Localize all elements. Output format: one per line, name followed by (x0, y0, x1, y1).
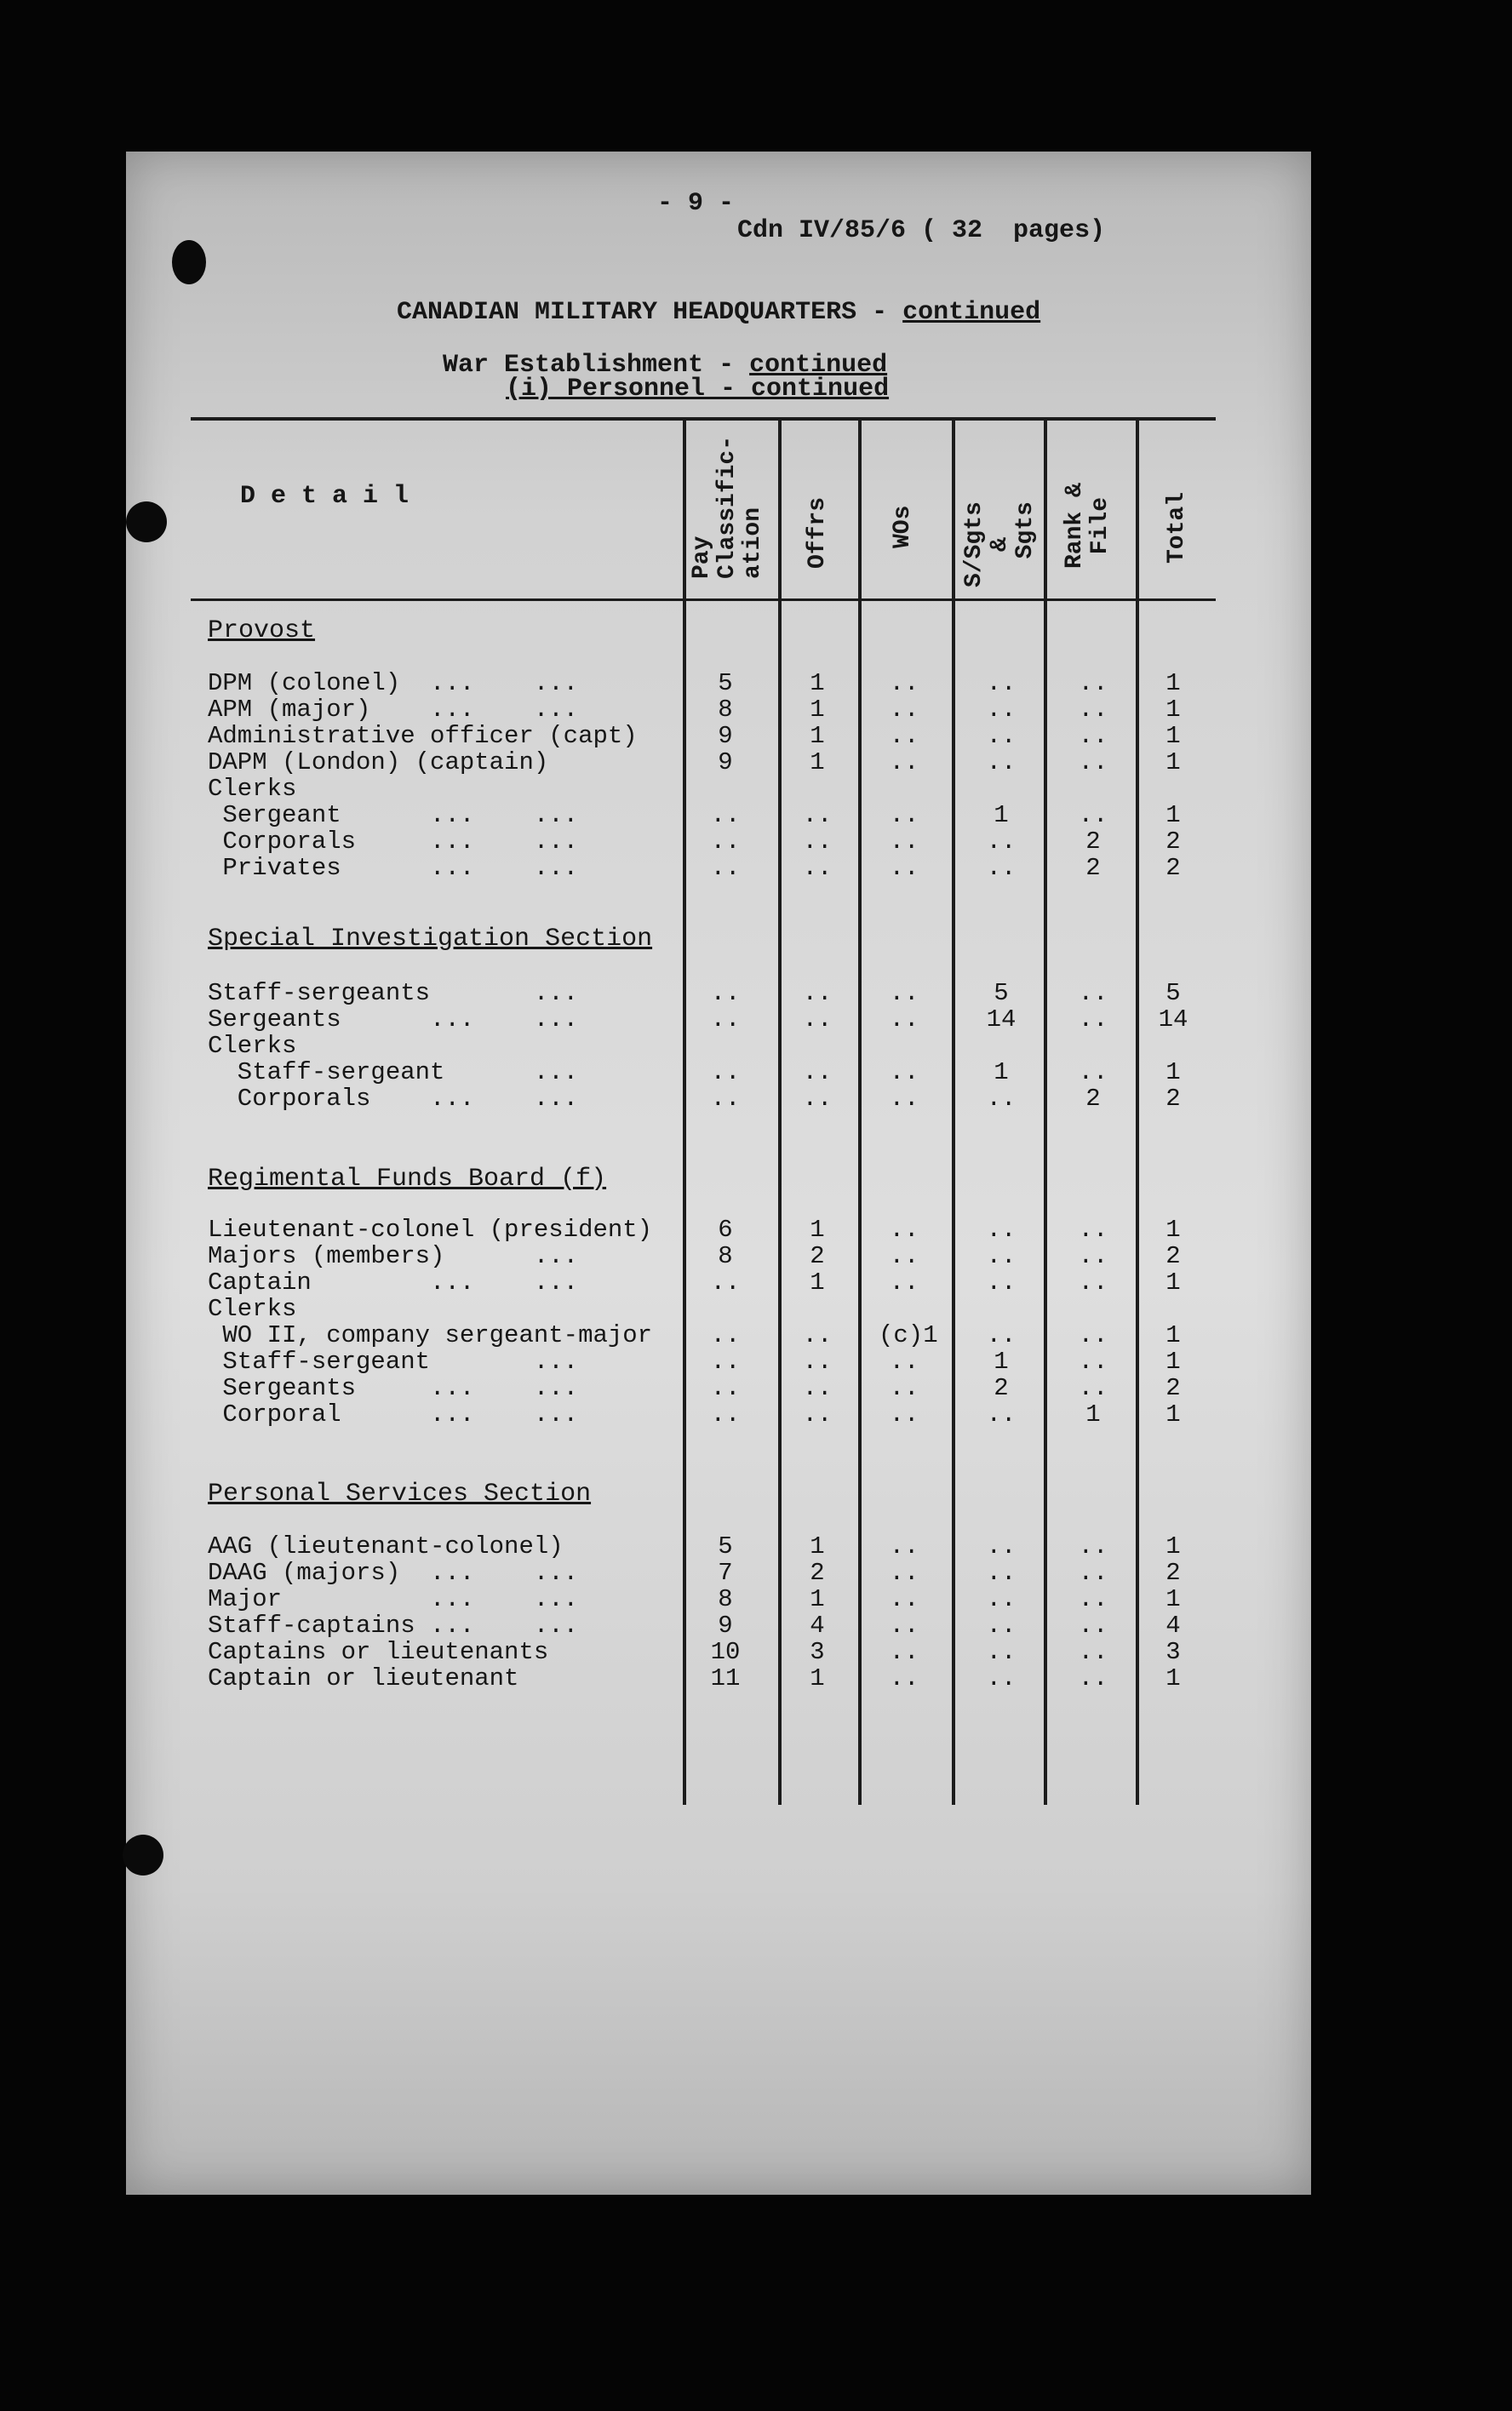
cell-total: 1 (1166, 722, 1181, 750)
table-row (0, 1612, 1512, 1638)
cell-total: 14 (1158, 1005, 1188, 1034)
row-detail: Sergeants ... ... (208, 1005, 579, 1034)
cell-total: 1 (1166, 748, 1181, 776)
cell-wos: .. (889, 1085, 919, 1113)
table-row (0, 1348, 1512, 1374)
cell-rank: .. (1078, 1559, 1108, 1587)
row-detail: Administrative officer (capt) (208, 722, 638, 750)
section-title: Provost (208, 616, 316, 645)
cell-offrs: 4 (810, 1612, 825, 1640)
cell-sgts: 5 (994, 979, 1009, 1007)
row-detail: Captain or lieutenant (208, 1664, 519, 1692)
row-detail: Staff-sergeant ... (208, 1058, 579, 1086)
cell-pay: .. (710, 1005, 741, 1034)
cell-pay: 9 (718, 722, 733, 750)
cell-rank: .. (1078, 1374, 1108, 1402)
cell-rank: .. (1078, 1638, 1108, 1666)
cell-pay: .. (710, 1321, 741, 1349)
cell-rank: .. (1078, 1612, 1108, 1640)
cell-total: 2 (1166, 1374, 1181, 1402)
cell-rank: 2 (1085, 1085, 1101, 1113)
table-row (0, 1216, 1512, 1242)
cell-pay: 5 (718, 1532, 733, 1561)
column-header-offrs: Offrs (805, 496, 831, 569)
cell-pay: .. (710, 828, 741, 856)
row-detail: DAAG (majors) ... ... (208, 1559, 579, 1587)
cell-sgts: .. (986, 1585, 1017, 1613)
cell-pay: 6 (718, 1216, 733, 1244)
cell-wos: .. (889, 1242, 919, 1270)
cell-offrs: 3 (810, 1638, 825, 1666)
cell-sgts: .. (986, 854, 1017, 882)
cell-wos: .. (889, 1216, 919, 1244)
table-row (0, 1242, 1512, 1268)
cell-wos: .. (889, 1374, 919, 1402)
table-row (0, 1400, 1512, 1427)
table-row (0, 801, 1512, 828)
cell-total: 1 (1166, 1400, 1181, 1429)
column-header-detail: D e t a i l (240, 482, 410, 511)
table-top-rule (191, 417, 1216, 421)
cell-sgts: 1 (994, 1348, 1009, 1376)
row-detail: Corporals ... ... (208, 1085, 579, 1113)
cell-total: 1 (1166, 1664, 1181, 1692)
cell-total: 3 (1166, 1638, 1181, 1666)
column-header-pay-classification: Pay Classific- ation (689, 435, 766, 579)
cell-offrs: .. (802, 828, 833, 856)
row-detail: APM (major) ... ... (208, 696, 579, 724)
row-detail: Clerks (208, 775, 297, 803)
cell-wos: .. (889, 828, 919, 856)
cell-wos: .. (889, 1612, 919, 1640)
cell-total: 1 (1166, 669, 1181, 697)
cell-total: 5 (1166, 979, 1181, 1007)
cell-sgts: 1 (994, 801, 1009, 829)
table-row (0, 1058, 1512, 1085)
table-row (0, 1032, 1512, 1058)
section-title: Special Investigation Section (208, 925, 653, 954)
cell-rank: .. (1078, 1242, 1108, 1270)
table-row (0, 854, 1512, 880)
cell-rank: .. (1078, 1585, 1108, 1613)
cell-offrs: .. (802, 1058, 833, 1086)
cell-wos: .. (889, 854, 919, 882)
cell-rank: .. (1078, 1216, 1108, 1244)
cell-sgts: .. (986, 828, 1017, 856)
cell-offrs: .. (802, 1085, 833, 1113)
cell-pay: .. (710, 979, 741, 1007)
column-header-sgts: S/Sgts & Sgts (961, 501, 1039, 587)
cell-total: 1 (1166, 1321, 1181, 1349)
cell-sgts: .. (986, 748, 1017, 776)
cell-pay: .. (710, 1348, 741, 1376)
cell-offrs: 1 (810, 1585, 825, 1613)
cell-pay: 11 (710, 1664, 741, 1692)
section-title: Regimental Funds Board (f) (208, 1165, 607, 1194)
row-detail: Privates ... ... (208, 854, 579, 882)
cell-rank: .. (1078, 1532, 1108, 1561)
cell-pay: 8 (718, 696, 733, 724)
cell-offrs: 1 (810, 669, 825, 697)
row-detail: AAG (lieutenant-colonel) (208, 1532, 564, 1561)
cell-wos: (c)1 (879, 1321, 938, 1349)
row-detail: Staff-sergeants ... (208, 979, 579, 1007)
section-heading: (i) Personnel - continued (506, 375, 890, 404)
cell-pay: 9 (718, 1612, 733, 1640)
cell-offrs: 2 (810, 1242, 825, 1270)
table-row (0, 669, 1512, 696)
table-row (0, 775, 1512, 801)
cell-offrs: 1 (810, 748, 825, 776)
cell-total: 2 (1166, 1085, 1181, 1113)
table-row (0, 1638, 1512, 1664)
cell-rank: .. (1078, 722, 1108, 750)
row-detail: DAPM (London) (captain) (208, 748, 549, 776)
table-row (0, 748, 1512, 775)
page-number: - 9 - (657, 189, 735, 218)
cell-pay: .. (710, 1058, 741, 1086)
row-detail: WO II, company sergeant-major (208, 1321, 653, 1349)
cell-rank: 1 (1085, 1400, 1101, 1429)
cell-wos: .. (889, 1664, 919, 1692)
cell-offrs: .. (802, 1321, 833, 1349)
row-detail: Clerks (208, 1032, 297, 1060)
cell-wos: .. (889, 1268, 919, 1297)
cell-sgts: .. (986, 1400, 1017, 1429)
cell-total: 1 (1166, 1268, 1181, 1297)
punch-hole-bottom (123, 1835, 163, 1876)
cell-wos: .. (889, 669, 919, 697)
row-detail: Staff-sergeant ... (208, 1348, 579, 1376)
cell-wos: .. (889, 1400, 919, 1429)
cell-sgts: 2 (994, 1374, 1009, 1402)
document-reference: Cdn IV/85/6 ( 32 pages) (737, 216, 1106, 245)
cell-sgts: .. (986, 696, 1017, 724)
table-row (0, 1374, 1512, 1400)
cell-offrs: .. (802, 801, 833, 829)
cell-total: 2 (1166, 1242, 1181, 1270)
cell-sgts: 14 (986, 1005, 1017, 1034)
cell-pay: .. (710, 801, 741, 829)
cell-offrs: 1 (810, 1216, 825, 1244)
cell-wos: .. (889, 801, 919, 829)
cell-pay: 5 (718, 669, 733, 697)
row-detail: Lieutenant-colonel (president) (208, 1216, 653, 1244)
cell-pay: .. (710, 1374, 741, 1402)
table-row (0, 1585, 1512, 1612)
cell-wos: .. (889, 979, 919, 1007)
document-subtitle: War Establishment - continued (443, 351, 888, 380)
cell-total: 1 (1166, 696, 1181, 724)
cell-pay: 8 (718, 1585, 733, 1613)
row-detail: Staff-captains ... ... (208, 1612, 579, 1640)
cell-offrs: .. (802, 1005, 833, 1034)
row-detail: Majors (members) ... (208, 1242, 579, 1270)
cell-offrs: .. (802, 1400, 833, 1429)
cell-pay: .. (710, 854, 741, 882)
cell-sgts: .. (986, 1268, 1017, 1297)
cell-offrs: 2 (810, 1559, 825, 1587)
cell-rank: .. (1078, 1268, 1108, 1297)
table-row (0, 722, 1512, 748)
cell-rank: .. (1078, 1348, 1108, 1376)
table-row (0, 1005, 1512, 1032)
cell-wos: .. (889, 722, 919, 750)
cell-wos: .. (889, 1638, 919, 1666)
cell-total: 2 (1166, 854, 1181, 882)
cell-pay: .. (710, 1085, 741, 1113)
cell-total: 1 (1166, 1348, 1181, 1376)
row-detail: Sergeant ... ... (208, 801, 579, 829)
row-detail: Corporals ... ... (208, 828, 579, 856)
cell-total: 1 (1166, 1216, 1181, 1244)
cell-wos: .. (889, 1005, 919, 1034)
cell-sgts: .. (986, 1532, 1017, 1561)
cell-offrs: 1 (810, 1532, 825, 1561)
column-header-total: Total (1164, 491, 1190, 564)
cell-rank: .. (1078, 1058, 1108, 1086)
cell-sgts: .. (986, 1664, 1017, 1692)
cell-sgts: .. (986, 669, 1017, 697)
punch-hole-top (172, 240, 206, 284)
cell-wos: .. (889, 696, 919, 724)
cell-total: 1 (1166, 801, 1181, 829)
cell-sgts: .. (986, 722, 1017, 750)
row-detail: Corporal ... ... (208, 1400, 579, 1429)
cell-total: 2 (1166, 1559, 1181, 1587)
row-detail: Captain ... ... (208, 1268, 579, 1297)
cell-wos: .. (889, 1585, 919, 1613)
cell-wos: .. (889, 1058, 919, 1086)
row-detail: DPM (colonel) ... ... (208, 669, 579, 697)
cell-sgts: .. (986, 1242, 1017, 1270)
table-row (0, 1559, 1512, 1585)
cell-rank: .. (1078, 979, 1108, 1007)
cell-total: 1 (1166, 1058, 1181, 1086)
table-row (0, 1532, 1512, 1559)
cell-total: 1 (1166, 1585, 1181, 1613)
table-row (0, 979, 1512, 1005)
cell-sgts: .. (986, 1085, 1017, 1113)
cell-sgts: .. (986, 1216, 1017, 1244)
cell-offrs: .. (802, 1348, 833, 1376)
cell-offrs: .. (802, 854, 833, 882)
cell-offrs: 1 (810, 1664, 825, 1692)
cell-offrs: .. (802, 1374, 833, 1402)
cell-rank: 2 (1085, 854, 1101, 882)
table-row (0, 696, 1512, 722)
punch-hole-middle (126, 501, 167, 542)
cell-offrs: 1 (810, 696, 825, 724)
document-title: CANADIAN MILITARY HEADQUARTERS - continued (397, 298, 1041, 327)
cell-offrs: 1 (810, 722, 825, 750)
column-header-wos: WOs (890, 505, 916, 548)
cell-pay: 10 (710, 1638, 741, 1666)
row-detail: Captains or lieutenants (208, 1638, 549, 1666)
cell-wos: .. (889, 748, 919, 776)
table-row (0, 828, 1512, 854)
cell-offrs: 1 (810, 1268, 825, 1297)
table-row (0, 1295, 1512, 1321)
cell-sgts: .. (986, 1559, 1017, 1587)
cell-rank: 2 (1085, 828, 1101, 856)
table-row (0, 1268, 1512, 1295)
cell-wos: .. (889, 1559, 919, 1587)
cell-pay: 8 (718, 1242, 733, 1270)
cell-sgts: .. (986, 1321, 1017, 1349)
section-title: Personal Services Section (208, 1480, 592, 1509)
cell-rank: .. (1078, 748, 1108, 776)
cell-rank: .. (1078, 1664, 1108, 1692)
table-header-rule (191, 598, 1216, 601)
cell-wos: .. (889, 1532, 919, 1561)
cell-pay: 9 (718, 748, 733, 776)
column-header-rank-file: Rank & File (1062, 483, 1114, 569)
table-row (0, 1085, 1512, 1111)
cell-total: 4 (1166, 1612, 1181, 1640)
cell-pay: 7 (718, 1559, 733, 1587)
row-detail: Clerks (208, 1295, 297, 1323)
cell-total: 2 (1166, 828, 1181, 856)
cell-offrs: .. (802, 979, 833, 1007)
row-detail: Major ... ... (208, 1585, 579, 1613)
cell-rank: .. (1078, 669, 1108, 697)
cell-sgts: .. (986, 1612, 1017, 1640)
cell-rank: .. (1078, 696, 1108, 724)
table-row (0, 1321, 1512, 1348)
cell-sgts: 1 (994, 1058, 1009, 1086)
cell-rank: .. (1078, 1321, 1108, 1349)
cell-pay: .. (710, 1268, 741, 1297)
cell-pay: .. (710, 1400, 741, 1429)
cell-sgts: .. (986, 1638, 1017, 1666)
table-row (0, 1664, 1512, 1691)
cell-rank: .. (1078, 1005, 1108, 1034)
cell-wos: .. (889, 1348, 919, 1376)
cell-rank: .. (1078, 801, 1108, 829)
cell-total: 1 (1166, 1532, 1181, 1561)
row-detail: Sergeants ... ... (208, 1374, 579, 1402)
